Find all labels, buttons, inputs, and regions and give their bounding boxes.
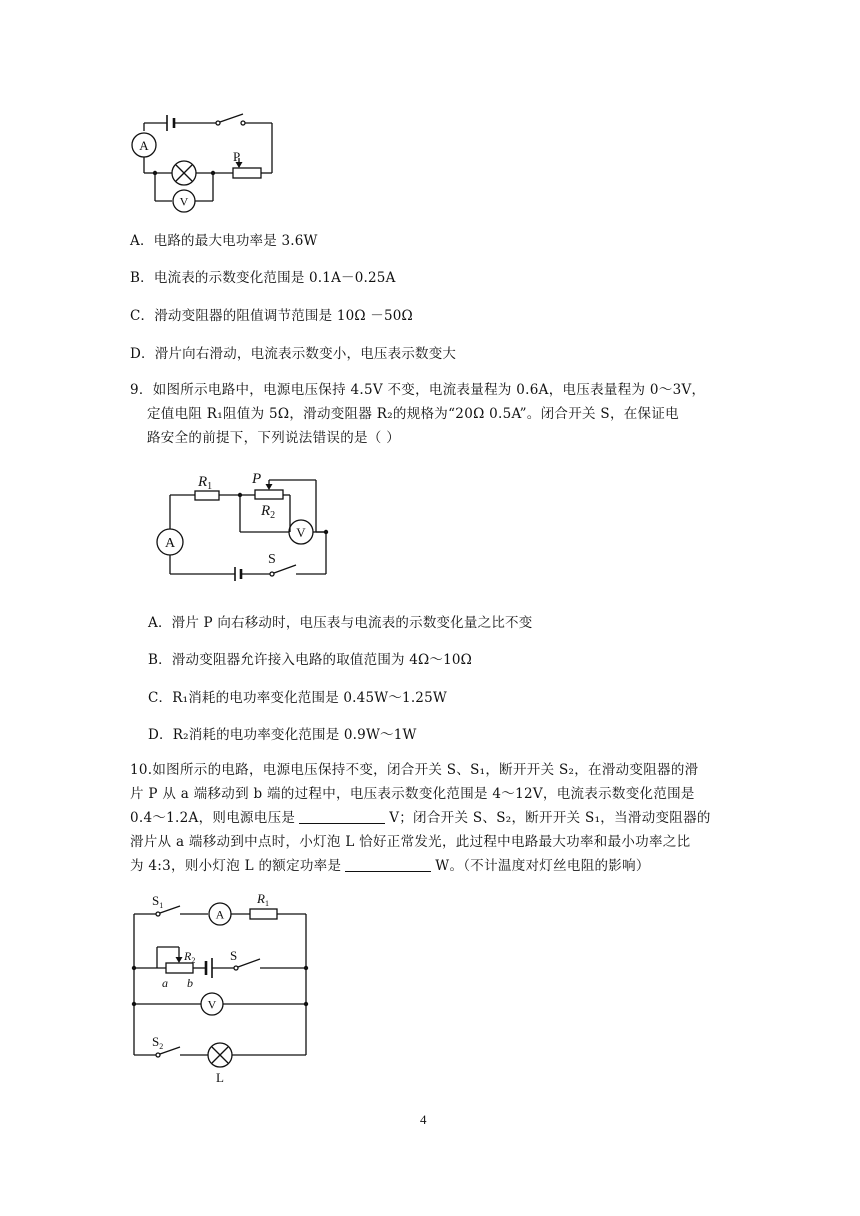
q10-stem-line: 0.4～1.2A，则电源电压是 V；闭合开关 S、S₂，断开开关 S₁，当滑动变阻器的 <box>130 810 711 826</box>
q10-end-a-label: a <box>162 976 168 990</box>
q9-slider-label: P <box>252 471 262 487</box>
q9-option-a: A．滑片 P 向右移动时，电压表与电流表的示数变化量之比不变 <box>148 615 533 631</box>
q10-s1-label: $S_1$ <box>152 893 164 910</box>
q8-voltmeter-label: V <box>179 194 189 209</box>
q9-option-d: D．R₂消耗的电功率变化范围是 0.9W～1W <box>148 727 417 743</box>
q10-lamp-label: L <box>216 1070 224 1085</box>
q8-circuit-diagram <box>125 105 285 215</box>
q9-r2-label: $R_2$ <box>261 503 276 521</box>
q10-ammeter-label: A <box>215 907 225 922</box>
q10-r2-label: $R_2$ <box>184 949 196 965</box>
q9-option-c: C．R₁消耗的电功率变化范围是 0.45W～1.25W <box>148 690 447 706</box>
page-number: 4 <box>420 1112 427 1127</box>
q9-ammeter-label: A <box>164 536 176 551</box>
q8-option-d: D．滑片向右滑动，电流表示数变小，电压表示数变大 <box>130 346 457 362</box>
q10-stem-line: 10.如图所示的电路，电源电压保持不变，闭合开关 S、S₁，断开开关 S₂，在滑动变阻器的滑 <box>130 762 699 778</box>
q10-end-b-label: b <box>187 976 193 990</box>
q8-option-c: C．滑动变阻器的阻值调节范围是 10Ω －50Ω <box>130 308 413 324</box>
q10-stem-line: 片 P 从 a 端移动到 b 端的过程中，电压表示数变化范围是 4～12V，电流表示数变化范围是 <box>130 786 695 802</box>
q9-stem-line: 定值电阻 R₁阻值为 5Ω，滑动变阻器 R₂的规格为“20Ω 0.5A”。闭合开关 S，在保证电 <box>147 406 679 422</box>
q9-option-b: B．滑动变阻器允许接入电路的取值范围为 4Ω～10Ω <box>148 652 473 668</box>
q10-stem <box>130 758 711 878</box>
answer-blank-power[interactable] <box>345 857 431 872</box>
q9-stem-line: 路安全的前提下，下列说法错误的是（ ） <box>147 430 400 446</box>
q8-option-a: A．电路的最大电功率是 3.6W <box>130 233 318 249</box>
q10-circuit-diagram <box>122 890 322 1086</box>
q8-slider-label: P <box>233 149 241 164</box>
answer-blank-voltage[interactable] <box>299 809 385 824</box>
q10-r1-label: $R_1$ <box>257 891 269 908</box>
q10-stem-line: 滑片从 a 端移动到中点时，小灯泡 L 恰好正常发光，此过程中电路最大功率和最小功率之比 <box>130 834 691 850</box>
q8-ammeter-label: A <box>139 138 149 153</box>
q10-s2-label: $S_2$ <box>152 1034 164 1051</box>
q10-stem-line: 为 4:3，则小灯泡 L 的额定功率是 W。（不计温度对灯丝电阻的影响） <box>130 858 650 874</box>
q8-option-b: B．电流表的示数变化范围是 0.1A－0.25A <box>130 270 396 286</box>
q10-s-label: S <box>230 948 238 963</box>
q9-voltmeter-label: V <box>296 525 306 540</box>
q9-switch-label: S <box>268 552 276 567</box>
q9-stem-line: 9．如图所示电路中，电源电压保持 4.5V 不变，电流表量程为 0.6A，电压表量程为 0～3V， <box>130 382 706 398</box>
q9-circuit-diagram <box>148 466 348 586</box>
q9-r1-label: $R_1$ <box>198 474 213 492</box>
q9-stem <box>130 378 705 450</box>
q10-voltmeter-label: V <box>207 997 217 1012</box>
